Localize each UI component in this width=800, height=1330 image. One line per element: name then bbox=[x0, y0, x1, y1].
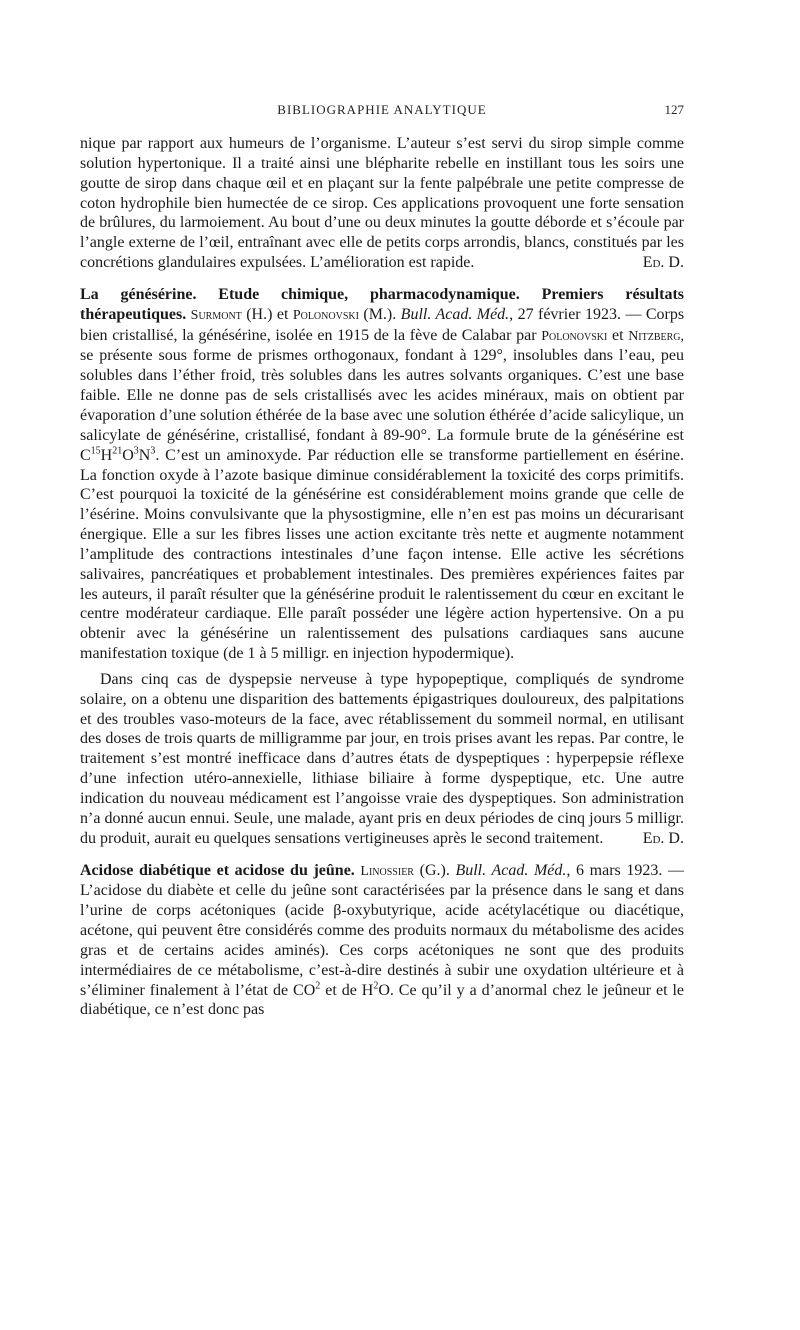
article-entry bbox=[80, 285, 684, 664]
paragraph-text: L’acidose du diabète et celle du jeûne sont caractérisées par la présence dans le sang et dans l’urine de corps acétoniques (acide β-oxybutyrique, acide acétylacétique ou diacétique, acétone, qui peuvent être considérés comme des produits normaux du métabolisme des acides gras et de certains acides aminés). Ces corps acétoniques ne sont que des produits intermédiaires de ce métabolisme, c’est-à-dire destinés à subir une oxydation ultérieure et à s’éliminer finalement à l’état de CO bbox=[80, 882, 684, 999]
formula-element: O bbox=[122, 446, 134, 464]
article-title: Acidose diabétique et acidose du jeûne. bbox=[80, 861, 355, 879]
publication-date: 27 février 1923. — bbox=[517, 305, 642, 323]
conjunction: et bbox=[276, 305, 289, 323]
author-name: Polonovski bbox=[292, 307, 359, 323]
running-header bbox=[80, 102, 684, 124]
paragraph-text: O. Ce qu’il y a d’anormal chez le jeûneur et le diabétique, ce n’est donc pas bbox=[80, 981, 685, 1019]
text-body bbox=[80, 134, 684, 1032]
paragraph-text: Dans cinq cas de dyspepsie nerveuse à type hypopeptique, compliqués de syndrome solaire, on a obtenu une disparition des battements épigastriques douloureux, des palpitations et des troubles vaso-moteurs de la face, avec rétablissement du sommeil normal, en utilisant des doses de trois quarts de milligramme par jour, en trois prises avant les repas. Par contre, le traitement s’est montré inefficace dans d’autres états de dyspeptiques : hyperpepsie réflexe d’une infection utéro-annexielle, lithiase biliaire à forme dyspeptique, etc. Une autre indication du nouveau médicament est l’angoisse vraie des dyspeptiques. Son administration n’a donné aucun ennui. Seule, une malade, ayant pris en deux périodes de cinq jours 5 milligr. du produit, aurait eu quelques sensations vertigineuses après le second traitement. bbox=[80, 670, 684, 847]
formula-element: H bbox=[100, 446, 113, 464]
paragraph-text: et de H bbox=[320, 981, 374, 999]
cited-author: Polonovski bbox=[541, 328, 608, 344]
formula-subscript: 3 bbox=[150, 445, 156, 457]
author-initial: (G.). bbox=[419, 861, 450, 879]
article-title: La génésérine. Etude chimique, pharmacodynamique. Premiers résultats thérapeutiques. bbox=[80, 285, 684, 323]
author-name: Surmont bbox=[190, 307, 242, 323]
editor-signature: Ed. D. bbox=[642, 254, 684, 272]
formula-subscript: 21 bbox=[112, 445, 123, 457]
journal-name: Bull. Acad. Méd., bbox=[455, 861, 571, 879]
paragraph-text: se présente sous forme de prismes orthogonaux, fondant à 129°, insolubles dans l’eau, peu solubles dans l’éther froid, très solubles dans les autres solvants organiques. C’est une base faible. Elle ne donne pas de sels cristallisés avec les acides minéraux, mais on obtient par évaporation d’une solution éthérée de la base avec une solution éthérée d’acide salicylique, un salicylate de génésérine, cristallisé, fondant à 89-90°. La formule brute de la génésérine est C bbox=[80, 347, 684, 464]
formula-subscript: 2 bbox=[373, 980, 379, 992]
article-paragraph bbox=[80, 670, 684, 849]
author-name: Linossier bbox=[360, 863, 414, 879]
formula-subscript: 3 bbox=[133, 445, 139, 457]
article-entry bbox=[80, 861, 684, 1021]
publication-date: 6 mars 1923. — bbox=[576, 861, 684, 879]
formula-element: N bbox=[138, 446, 151, 464]
paragraph-text: . C’est un aminoxyde. Par réduction elle se transforme partiellement en ésérine. La fonction oxyde à l’azote basique diminue considérablement la toxicité des corps primitifs. C’est pourquoi la toxicité de la génésérine est considérablement moins grande que celle de l’ésérine. Moins convulsivante que la physostigmine, elle n’en est pas moins un décurarisant énergique. Elle a sur les fibres lisses une action excitante très nette et augmente notamment l’amplitude des contractions intestinales d’une façon intense. Elle active les sécrétions salivaires, pancréatiques et probablement intestinales. Des premières expériences faites par les auteurs, il paraît résulter que la génésérine produit le ralentissement du cœur en excitant le centre modérateur cardiaque. Elle paraît posséder une légère action hypertensive. On a pu obtenir avec la génésérine un ralentissement des pulsations cardiaques sans aucune manifestation toxique (de 1 à 5 milligr. en injection hypodermique). bbox=[80, 446, 684, 663]
formula-subscript: 2 bbox=[315, 980, 321, 992]
paragraph-text: Corps bien cristallisé, la génésérine, isolée en 1915 de la fève de Calabar par bbox=[80, 305, 685, 344]
conjunction: et bbox=[611, 326, 624, 344]
paragraph-text: nique par rapport aux humeurs de l’organisme. L’auteur s’est servi du sirop simple comme solution hypertonique. Il a traité ainsi une blépharite rebelle en instillant tous les soirs une goutte de sirop dans chaque œil et en plaçant sur la fente palpébrale une petite compresse de coton hydrophile bien humectée de ce sirop. Ces applications provoquent une forte sensation de brûlures, du larmoiement. Au bout d’une ou deux minutes la goutte déborde et s’écoule par l’angle externe de l’œil, entraînant avec elle de petits corps arrondis, blancs, constitués par les concrétions glandulaires expulsées. L’amélioration est rapide. bbox=[80, 135, 684, 272]
author-initial: (M.). bbox=[363, 305, 397, 323]
article-continuation bbox=[80, 134, 684, 273]
running-title: BIBLIOGRAPHIE ANALYTIQUE bbox=[277, 102, 487, 117]
author-initial: (H.) bbox=[246, 305, 273, 323]
cited-author: Nitzberg, bbox=[628, 328, 685, 344]
page-number: 127 bbox=[664, 102, 684, 117]
editor-signature: Ed. D. bbox=[642, 829, 684, 847]
formula-subscript: 15 bbox=[90, 445, 101, 457]
journal-name: Bull. Acad. Méd., bbox=[400, 305, 514, 323]
